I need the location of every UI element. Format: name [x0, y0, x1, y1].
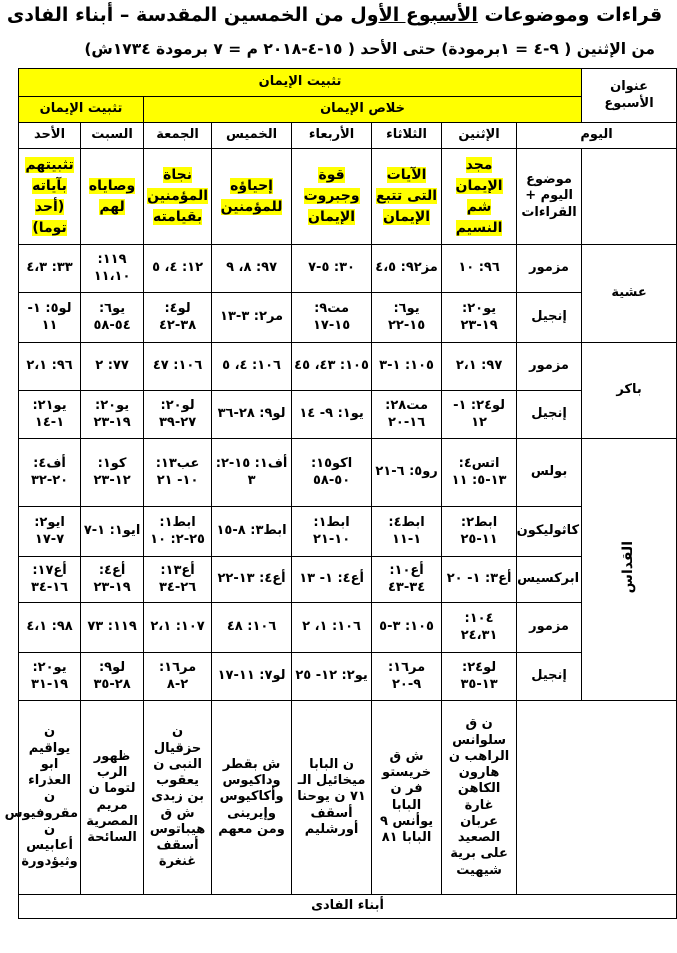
reading-cell: لو٩: ٢٨-٣٦ — [212, 391, 292, 439]
reading-cell: أع٤: ١- ١٣ — [292, 557, 372, 603]
reading-cell: لو٩: ٢٨-٣٥ — [81, 653, 144, 701]
day-monday: الإثنين — [442, 123, 517, 149]
section-liturgy: القداس — [582, 439, 677, 701]
days-row — [19, 123, 677, 149]
saints-cell: ش بقطر وداكيوس وأكاكيوس وإيرينى ومن معهم — [212, 701, 292, 895]
week-theme: تثبيت الإيمان — [19, 69, 582, 97]
reading-cell: ١٠٦: ٤، ٥ — [212, 343, 292, 391]
footer-label: أبناء الفادى — [19, 895, 677, 919]
reading-cell: مر١٦: ٢-٨ — [144, 653, 212, 701]
reading-cell: أع٤: ١٣-٢٢ — [212, 557, 292, 603]
week-label: عنوان الأسبوع — [582, 69, 677, 123]
group-establishment: تثبيت الإيمان — [19, 97, 144, 123]
readings-table — [4, 68, 677, 919]
catholic-row — [19, 507, 677, 557]
reading-cell: ٧٧: ٢ — [81, 343, 144, 391]
reading-cell: ٩٦: ٢،١ — [19, 343, 81, 391]
reading-cell: مز٩٢: ٤،٥ — [372, 245, 442, 293]
row-label: كاثوليكون — [517, 507, 582, 557]
reading-cell: أع٤: ١٩-٢٣ — [81, 557, 144, 603]
reading-cell: يو٢٠: ١٩-٣١ — [19, 653, 81, 701]
reading-cell: ١٠٧: ٢،١ — [144, 603, 212, 653]
footer-row — [19, 895, 677, 919]
topic-label: موضوع اليوم + القراءات — [517, 149, 582, 245]
reading-cell: يو٢: ١٢- ٢٥ — [292, 653, 372, 701]
topic-row — [19, 149, 677, 245]
reading-cell: ابط٤: ١-١١ — [372, 507, 442, 557]
reading-cell: ابط١: ٢٥-٢: ١٠ — [144, 507, 212, 557]
reading-cell: يو٢٠: ١٩-٢٣ — [442, 293, 517, 343]
saints-cell: ش ق خريستو فر ن البابا يوأنس ٩ البابا ٨١ — [372, 701, 442, 895]
section-evening: عشية — [582, 245, 677, 343]
day-thursday: الخميس — [212, 123, 292, 149]
saints-cell: ن يواقيم ابو العذراء ن مقروفيوس ن أعابيس وثيؤدورة — [19, 701, 81, 895]
reading-cell: لو٤: ٣٨-٤٢ — [144, 293, 212, 343]
reading-cell: كو١: ١٢-٢٣ — [81, 439, 144, 507]
reading-cell: ١٠٥: ١-٣ — [372, 343, 442, 391]
row-label: بولس — [517, 439, 582, 507]
row-label: مزمور — [517, 603, 582, 653]
title-part-2: الأسبوع الأول — [350, 4, 478, 26]
day-wednesday: الأربعاء — [292, 123, 372, 149]
reading-cell: أع٣: ١- ٢٠ — [442, 557, 517, 603]
title-part-3: من الخمسين المقدسة – أبناء الفادى — [6, 4, 344, 26]
morning-gospel-row — [19, 391, 677, 439]
saints-blank — [517, 701, 677, 895]
reading-cell: عب١٣: ١٠- ٢١ — [144, 439, 212, 507]
group-salvation: خلاص الإيمان — [144, 97, 582, 123]
reading-cell: يو٦: ١٥-٢٢ — [372, 293, 442, 343]
saints-cell: ن حزقيال النبى ن يعقوب بن زبدى ش ق هيباتوس أسقف غنغرة — [144, 701, 212, 895]
reading-cell: ٩٧: ٢،١ — [442, 343, 517, 391]
day-friday: الجمعة — [144, 123, 212, 149]
reading-cell: ابط٢: ١١-٢٥ — [442, 507, 517, 557]
reading-cell: ١١٩: ١١،١٠ — [81, 245, 144, 293]
reading-cell: ٩٨: ٤،١ — [19, 603, 81, 653]
row-label: ابركسيس — [517, 557, 582, 603]
reading-cell: ايو١: ١-٧ — [81, 507, 144, 557]
page-title — [0, 4, 669, 26]
reading-cell: ابط١: ١٠-٢١ — [292, 507, 372, 557]
topic-cell: نجاة المؤمنين بقيامته — [144, 149, 212, 245]
header-row-theme — [19, 69, 677, 97]
saints-row — [19, 701, 677, 895]
section-morning: باكر — [582, 343, 677, 439]
reading-cell: ابط٣: ٨-١٥ — [212, 507, 292, 557]
reading-cell: ١٠٤: ٢٤،٣١ — [442, 603, 517, 653]
reading-cell: مت٩: ١٥-١٧ — [292, 293, 372, 343]
topic-cell: إحياؤه للمؤمنين — [212, 149, 292, 245]
title-part-1: قراءات وموضوعات — [484, 4, 663, 26]
reading-cell: رو٥: ٦-٢١ — [372, 439, 442, 507]
saints-cell: ظهور الرب لتوما ن مريم المصرية السائحة — [81, 701, 144, 895]
reading-cell: ١٠٦: ٤٨ — [212, 603, 292, 653]
day-tuesday: الثلاثاء — [372, 123, 442, 149]
topic-cell: مجد الإيمان شم النسيم — [442, 149, 517, 245]
row-label: إنجيل — [517, 391, 582, 439]
reading-cell: ١١٩: ٧٣ — [81, 603, 144, 653]
reading-cell: مت٢٨: ١٦-٢٠ — [372, 391, 442, 439]
reading-cell: اتس٤: ١٣-٥: ١١ — [442, 439, 517, 507]
row-label: مزمور — [517, 343, 582, 391]
liturgy-psalm-row — [19, 603, 677, 653]
reading-cell: ١٠٥: ٣-٥ — [372, 603, 442, 653]
reading-cell: اكو١٥: ٥٠-٥٨ — [292, 439, 372, 507]
reading-cell: لو٢٠: ٢٧-٣٩ — [144, 391, 212, 439]
header-row-groups — [19, 97, 677, 123]
reading-cell: ١٢: ٤، ٥ — [144, 245, 212, 293]
row-label: إنجيل — [517, 653, 582, 701]
reading-cell: مر١٦: ٩-٢٠ — [372, 653, 442, 701]
reading-cell: ١٠٦: ٤٧ — [144, 343, 212, 391]
topic-blank — [582, 149, 677, 245]
reading-cell: ٣٠: ٥-٧ — [292, 245, 372, 293]
reading-cell: أع١٧: ١٦-٣٤ — [19, 557, 81, 603]
row-label: إنجيل — [517, 293, 582, 343]
reading-cell: لو٢٤: ١٣-٣٥ — [442, 653, 517, 701]
day-saturday: السبت — [81, 123, 144, 149]
morning-psalm-row — [19, 343, 677, 391]
saints-cell: ن البابا ميخائيل الـ ٧١ ن يوحنا أسقف أورشليم — [292, 701, 372, 895]
reading-cell: لو٢٤: ١- ١٢ — [442, 391, 517, 439]
pauline-row — [19, 439, 677, 507]
liturgy-gospel-row — [19, 653, 677, 701]
reading-cell: أف١: ١٥-٢: ٣ — [212, 439, 292, 507]
reading-cell: ٩٦: ١٠ — [442, 245, 517, 293]
day-label: اليوم — [517, 123, 677, 149]
reading-cell: أف٤: ٢٠-٣٢ — [19, 439, 81, 507]
reading-cell: مر٢: ٣-١٣ — [212, 293, 292, 343]
reading-cell: ايو٢: ٧-١٧ — [19, 507, 81, 557]
row-label: مزمور — [517, 245, 582, 293]
topic-cell: الآيات التى تتبع الإيمان — [372, 149, 442, 245]
acts-row — [19, 557, 677, 603]
reading-cell: أع١٠: ٣٤-٤٣ — [372, 557, 442, 603]
reading-cell: لو٧: ١١-١٧ — [212, 653, 292, 701]
reading-cell: يو٢١: ١-١٤ — [19, 391, 81, 439]
day-sunday: الأحد — [19, 123, 81, 149]
reading-cell: ١٠٥: ٤٣، ٤٥ — [292, 343, 372, 391]
reading-cell: ٣٣: ٤،٣ — [19, 245, 81, 293]
saints-cell: ن ق سلوانس الراهب ن هارون الكاهن غارة عربان الصعيد على برية شيهيت — [442, 701, 517, 895]
reading-cell: يو٦: ٥٤-٥٨ — [81, 293, 144, 343]
topic-cell: تثبيتهم بآياته (أحد توما) — [19, 149, 81, 245]
reading-cell: يو٢٠: ١٩-٢٣ — [81, 391, 144, 439]
reading-cell: ٩٧: ٨، ٩ — [212, 245, 292, 293]
reading-cell: أع١٣: ٢٦-٣٤ — [144, 557, 212, 603]
topic-cell: وصاياه لهم — [81, 149, 144, 245]
reading-cell: ١٠٦: ١، ٢ — [292, 603, 372, 653]
evening-psalm-row — [19, 245, 677, 293]
evening-gospel-row — [19, 293, 677, 343]
reading-cell: يو١: ٩- ١٤ — [292, 391, 372, 439]
reading-cell: لو٥: ١- ١١ — [19, 293, 81, 343]
topic-cell: قوة وجبروت الإيمان — [292, 149, 372, 245]
date-range: من الإثنين ( ٩-٤ = ١برمودة) حتى الأحد ( ١٥-٤-٢٠١٨ م = ٧ برمودة ١٧٣٤ش) — [84, 40, 655, 58]
